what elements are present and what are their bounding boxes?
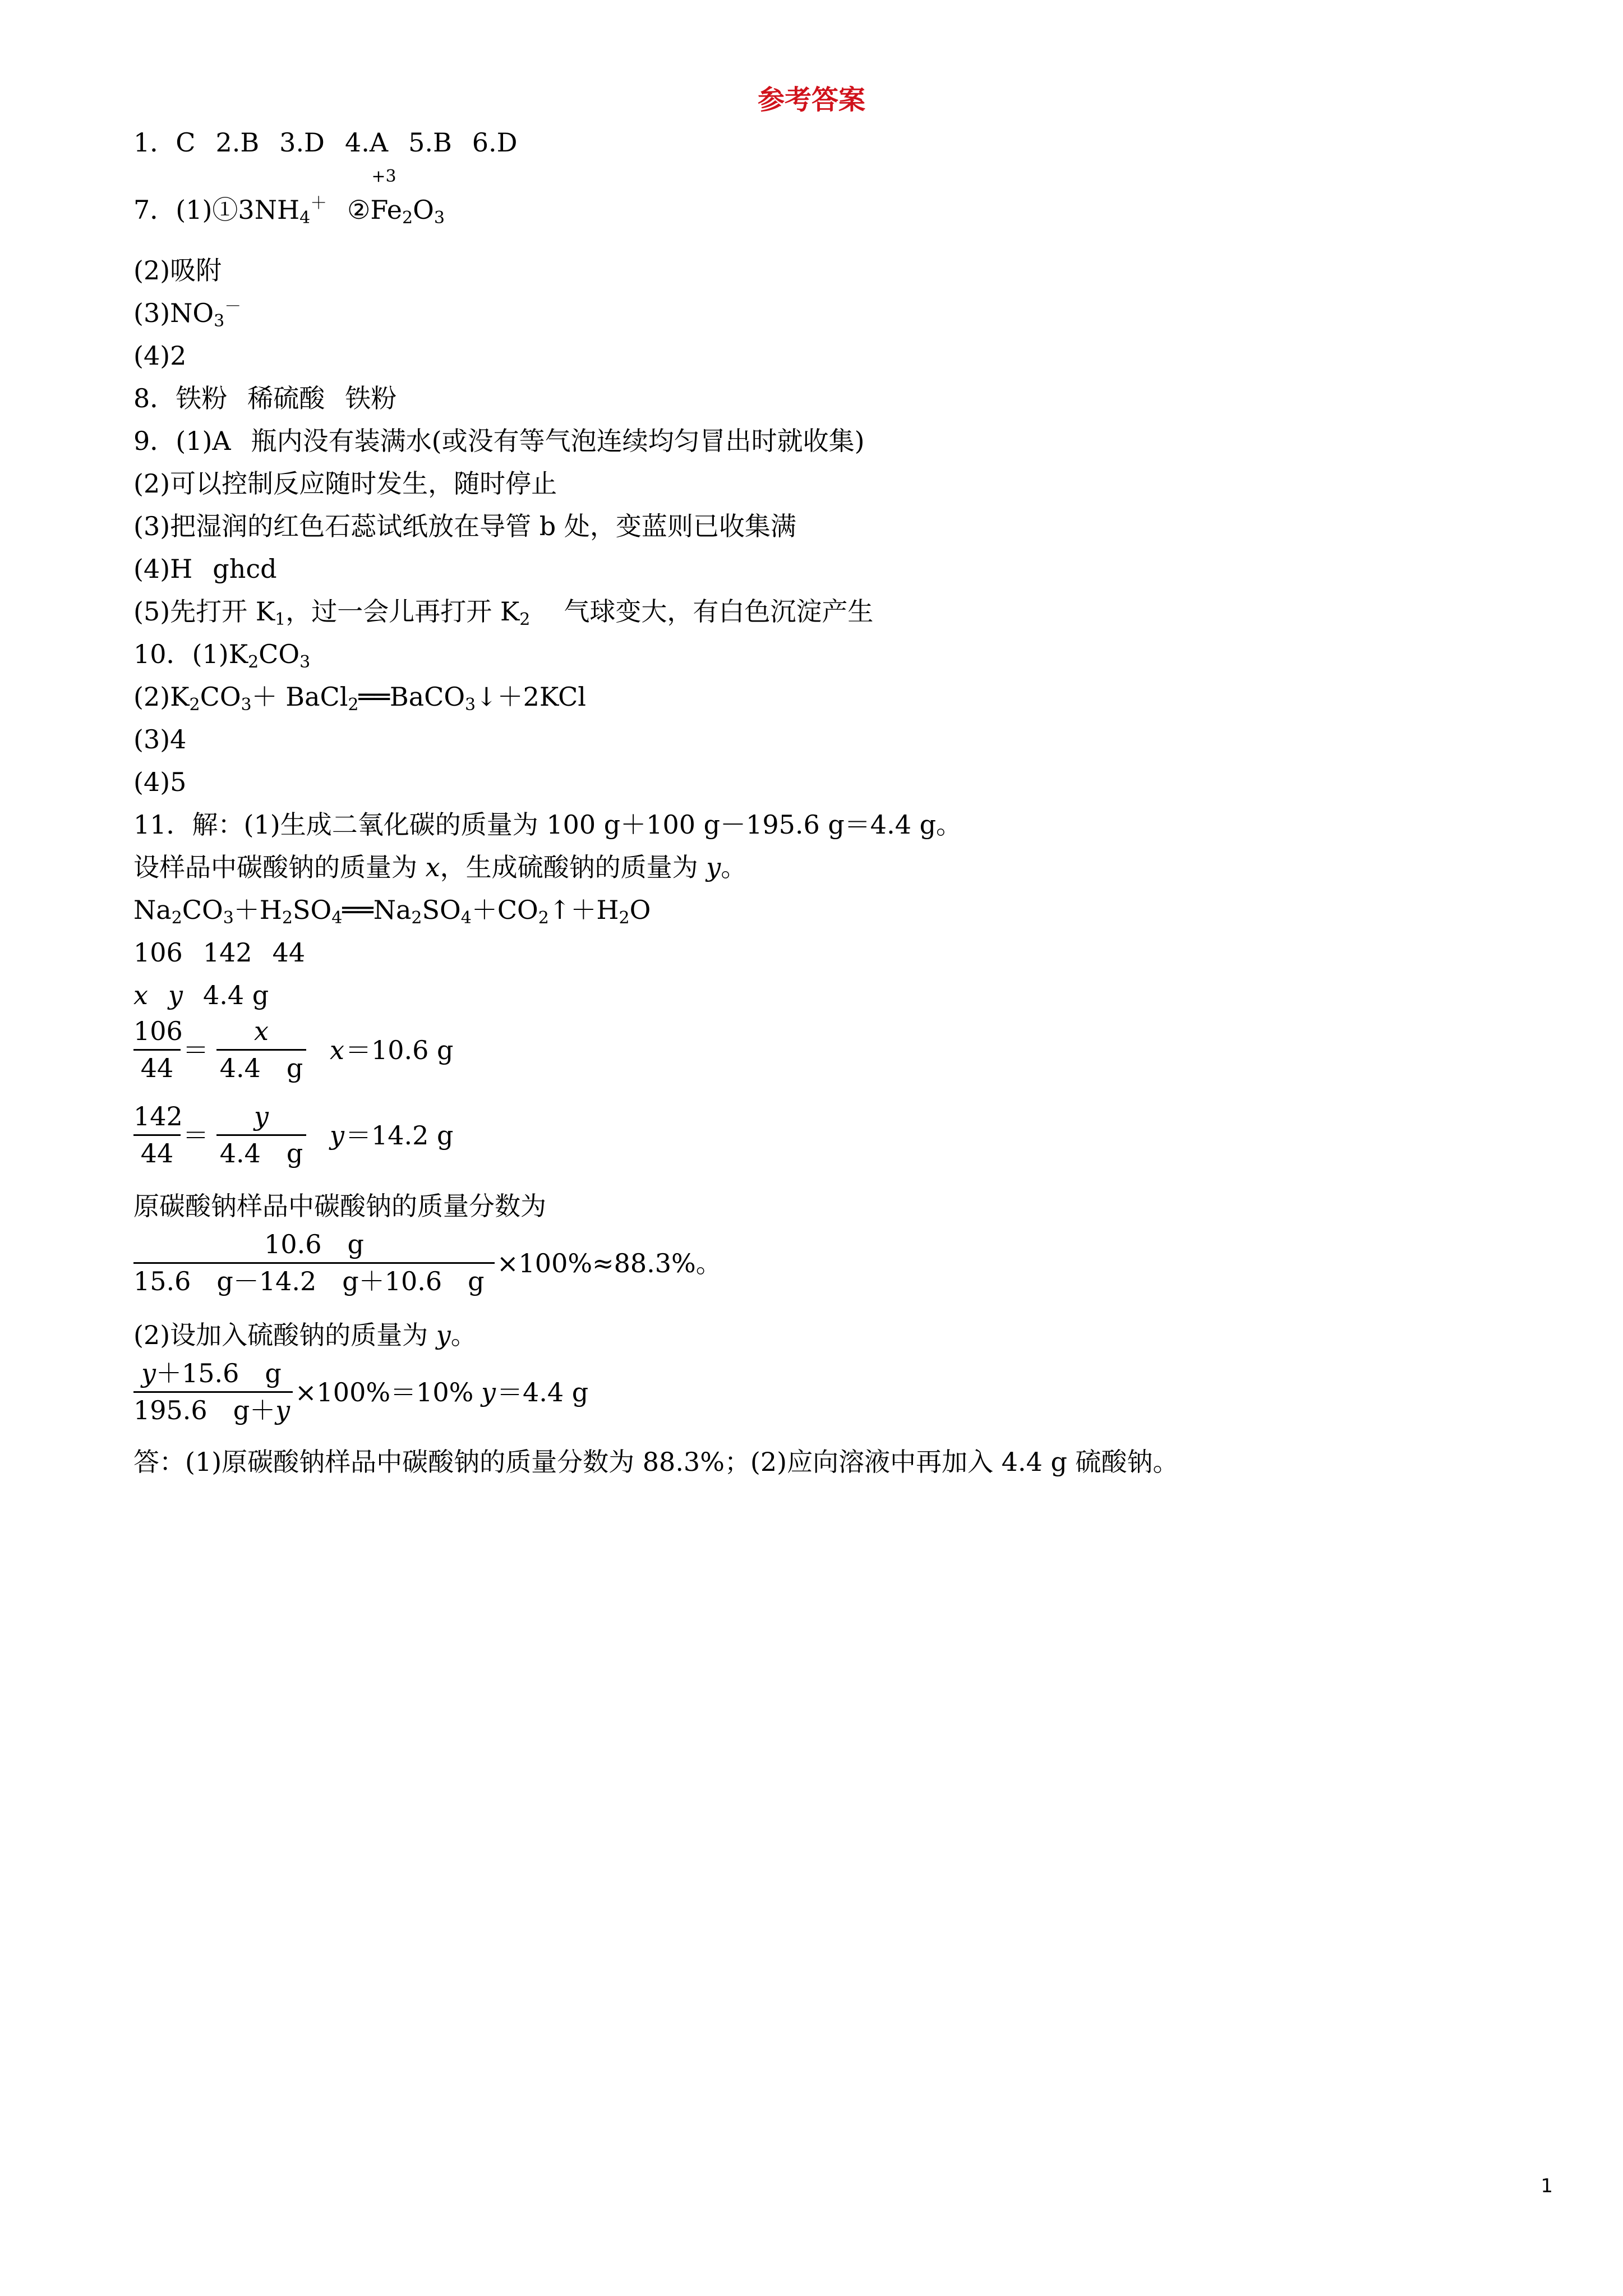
page-number: 1 <box>1541 2175 1553 2197</box>
answer-2: 2.B <box>215 127 260 158</box>
answer-line-10-3: (3)4 <box>133 724 187 754</box>
answer-line-7-2: (2)吸附 <box>133 255 222 286</box>
unknown-mass-line: x y 4.4 g <box>133 980 269 1010</box>
page-title: 参考答案 <box>757 84 865 116</box>
answer-6: 6.D <box>472 127 518 158</box>
answer-line-9-3: (3)把湿润的红色石蕊试纸放在导管 b 处，变蓝则已收集满 <box>133 511 796 541</box>
answer-line-9-2: (2)可以控制反应随时发生，随时停止 <box>133 468 557 499</box>
answer-line-10-2: $(2)K_2CO_3+$ BaCl$_2$══BaCO$_3$↓＋2KCl <box>133 682 586 715</box>
answer-line-11-2: 设样品中碳酸钠的质量为 x，生成硫酸钠的质量为 y。 <box>133 852 747 882</box>
answer-line-1-6 <box>133 126 518 159</box>
oxidation-state: +3 Fe <box>370 167 403 225</box>
chemical-equation: $Na_2CO_3+H_2SO_4══Na_2SO_4+CO_2↑+H_2O$ <box>133 895 651 928</box>
answer-1: 1．C <box>133 127 196 158</box>
answer-line-7-4: (4)2 <box>133 341 187 371</box>
answer-line-10-1: 10．$(1)K_2CO_3$ <box>133 639 311 672</box>
document-page: 参考答案 1．C 2.B 3.D 4.A 5.B 6.D 7．$(1)①3NH_4^+$ ② +3 $Fe_2O_3$ (2)吸附 $(3)NO_3^-$ (4)2 8．铁粉 稀硫酸 铁粉 9．(1)A 瓶内没有装满水(或没有等气泡连续均匀冒出时就收集) (2)可以控制反应随时发生，随时停止 (3)把湿润的红色石蕊试纸放在导管 b 处，变蓝则已收集满 (4)H ghcd (5)先打开 $K_1$，过一会儿再打开 $K_2$ 气球变大，有白色沉淀产生 10．$(1)K_2CO_3$ $(2)K_2CO_3+$ BaCl$_2$══BaCO$_3$↓＋2KCl (3)4 (4)5 11．解：(1)生成二氧化碳的质量为 100 g＋100 g－195.6 g＝4.4 g。 设样品中碳酸钠的质量为 x，生成硫酸钠的质量为 y。 $Na_2CO_3+H_2SO_4══Na_2SO_4+CO_2↑+H_2O$ 106 142 44 x y 4.4 g 106 44 ＝ x 4.4 g x ＝10.6 g 142 44 ＝ y 4.4 g y ＝14.2 g 原碳酸钠样品中碳酸钠的质量分数为 10.6 g 15.6 g－14.2 g＋10.6 g ×100%≈88.3%。 (2)设加入硫酸钠的质量为 y。 y＋15.6 g 195.6 g＋y ×100%＝10% y ＝4.4 g 答：(1)原碳酸钠样品中碳酸钠的质量分数为 88.3%；(2)应向溶液中再加入 4.4 g 硫酸钠。 1 <box>0 0 1623 2296</box>
answer-line-9-5: (5)先打开 $K_1$，过一会儿再打开 $K_2$ 气球变大，有白色沉淀产生 <box>133 596 874 629</box>
fraction-bar <box>133 1262 495 1264</box>
fraction-bar <box>133 1134 181 1136</box>
answer-line-7-1: 7．$(1)①3NH_4^+$ ② +3 $Fe_2O_3$ <box>133 167 445 228</box>
answer-line-9-4: (4)H ghcd <box>133 554 277 584</box>
fraction-bar <box>216 1134 306 1136</box>
fraction-bar <box>133 1391 293 1393</box>
fraction-bar <box>133 1049 181 1051</box>
answer-5: 5.B <box>408 127 452 158</box>
answer-line-11-1: 11．解：(1)生成二氧化碳的质量为 100 g＋100 g－195.6 g＝4.4 g。 <box>133 809 962 840</box>
answer-4: 4.A <box>344 127 389 158</box>
answer-line-9-1: 9．(1)A 瓶内没有装满水(或没有等气泡连续均匀冒出时就收集) <box>133 426 865 456</box>
answer-3: 3.D <box>279 127 325 158</box>
answer-line-10-4: (4)5 <box>133 767 187 797</box>
fraction-bar <box>216 1049 306 1051</box>
answer-line-7-3: $(3)NO_3^-$ <box>133 297 242 331</box>
answer-line-8: 8．铁粉 稀硫酸 铁粉 <box>133 383 397 413</box>
final-answer: 答：(1)原碳酸钠样品中碳酸钠的质量分数为 88.3%；(2)应向溶液中再加入 4.4 g 硫酸钠。 <box>133 1447 1179 1477</box>
molar-mass-line: 106 142 44 <box>133 937 306 968</box>
answer-line-11-3: 原碳酸钠样品中碳酸钠的质量分数为 <box>133 1191 546 1221</box>
answer-line-11-4: (2)设加入硫酸钠的质量为 y。 <box>133 1320 477 1350</box>
